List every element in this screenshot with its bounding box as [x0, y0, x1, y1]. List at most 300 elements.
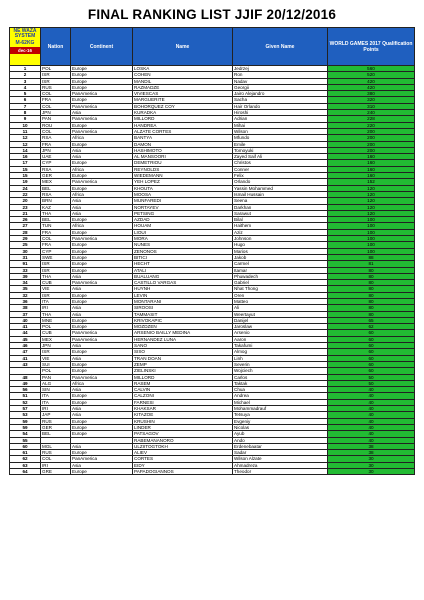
nation-cell: ITA [41, 399, 71, 405]
given-name-cell: Severin [233, 361, 328, 367]
points-cell: 560 [328, 66, 415, 72]
nation-cell: PAN [41, 116, 71, 122]
rank-cell: 12 [10, 141, 41, 147]
nation-cell: SWE [41, 254, 71, 260]
given-name-header: Given Name [233, 28, 328, 66]
given-name-cell: Johnson [233, 236, 328, 242]
rank-cell: 25 [10, 242, 41, 248]
rank-cell: 57 [10, 406, 41, 412]
given-name-cell: Itamar [233, 267, 328, 273]
ranking-rows [10, 66, 415, 475]
continent-cell: Europe [71, 229, 133, 235]
rank-cell: 63 [10, 462, 41, 468]
rank-cell: 15 [10, 166, 41, 172]
nation-cell: VIE [41, 286, 71, 292]
points-cell: 60 [328, 355, 415, 361]
name-cell: HERNANDEZ LUNA [133, 336, 233, 342]
continent-cell: Europe [71, 185, 133, 191]
given-name-cell: Evgeniy [233, 418, 328, 424]
points-cell: 30 [328, 469, 415, 475]
points-cell: 60 [328, 361, 415, 367]
given-name-cell: Jakob [233, 254, 328, 260]
nation-cell: RUS [41, 450, 71, 456]
given-name-cell: Michael [233, 399, 328, 405]
given-name-cell: Zayed Saif Ali [233, 154, 328, 160]
given-name-cell: Nadav [233, 78, 328, 84]
name-cell: PATSAGOV [133, 431, 233, 437]
name-cell: CALZONI [133, 393, 233, 399]
nation-cell: FRA [41, 229, 71, 235]
nation-cell: IRI [41, 406, 71, 412]
continent-cell: Europe [71, 66, 133, 72]
points-cell: 60 [328, 349, 415, 355]
points-cell: 100 [328, 223, 415, 229]
given-name-cell: Carmel [233, 261, 328, 267]
given-name-cell: Seena [233, 198, 328, 204]
points-cell: 40 [328, 418, 415, 424]
continent-header: Continent [71, 28, 133, 66]
points-cell: 65 [328, 317, 415, 323]
given-name-cell: Nhat Thong [233, 286, 328, 292]
rank-cell: 41 [10, 324, 41, 330]
continent-cell: Europe [71, 361, 133, 367]
nation-cell: JPN [41, 110, 71, 116]
nation-cell: FRA [41, 141, 71, 147]
given-name-cell: Chua [233, 387, 328, 393]
rank-cell: 8 [10, 110, 41, 116]
system-header-cell [10, 28, 41, 66]
points-cell: 100 [328, 236, 415, 242]
continent-cell: PanAmerica [71, 456, 133, 462]
points-cell: 40 [328, 424, 415, 430]
nation-cell: SIN [41, 387, 71, 393]
given-name-cell: Ayub [233, 431, 328, 437]
ranking-table [9, 27, 415, 475]
rank-cell: 26 [10, 217, 41, 223]
name-cell: NUNES [133, 242, 233, 248]
given-name-cell: Bilal [233, 217, 328, 223]
given-name-cell: Mihai [233, 122, 328, 128]
given-name-cell: Georgii [233, 84, 328, 90]
nation-cell: IRI [41, 462, 71, 468]
name-cell: CORTES [133, 456, 233, 462]
continent-cell: Asia [71, 286, 133, 292]
name-cell: WIEDEMANN [133, 173, 233, 179]
rank-cell: 52 [10, 399, 41, 405]
name-cell: MOOSA [133, 191, 233, 197]
continent-cell: Asia [71, 198, 133, 204]
name-cell: LINDER [133, 424, 233, 430]
name-cell: KHOUTA [133, 185, 233, 191]
points-cell: 380 [328, 91, 415, 97]
points-cell: 80 [328, 298, 415, 304]
rank-cell: 51 [10, 393, 41, 399]
name-cell: KURADKA [133, 110, 233, 116]
continent-cell: Europe [71, 418, 133, 424]
nation-cell: GER [41, 173, 71, 179]
rank-cell: 64 [10, 469, 41, 475]
points-cell: 81 [328, 261, 415, 267]
rank-cell: 22 [10, 191, 41, 197]
nation-cell: ISR [41, 267, 71, 273]
nation-cell: THA [41, 311, 71, 317]
given-name-cell: Haithem [233, 223, 328, 229]
name-cell: YEH LOPEZ [133, 179, 233, 185]
rank-cell: 32 [10, 292, 41, 298]
name-cell: KRUSHIN [133, 418, 233, 424]
points-cell: 40 [328, 399, 415, 405]
continent-cell: Asia [71, 210, 133, 216]
nation-cell: ISR [41, 78, 71, 84]
continent-cell: Europe [71, 254, 133, 260]
rank-cell: 43 [10, 361, 41, 367]
name-cell: SIROOSI [133, 305, 233, 311]
points-cell: 60 [328, 343, 415, 349]
given-name-cell: Taktak [233, 380, 328, 386]
points-cell: 40 [328, 387, 415, 393]
points-cell: 38 [328, 450, 415, 456]
rank-cell: 61 [10, 450, 41, 456]
points-cell: 80 [328, 286, 415, 292]
name-cell: CASTILLO VARGAS [133, 280, 233, 286]
points-cell: 120 [328, 204, 415, 210]
name-cell: AZDAD [133, 217, 233, 223]
continent-cell: PanAmerica [71, 103, 133, 109]
name-cell: KHAKSAR [133, 406, 233, 412]
continent-cell: Europe [71, 317, 133, 323]
name-cell: BANTYA [133, 135, 233, 141]
rank-cell: 53 [10, 412, 41, 418]
continent-cell: Europe [71, 72, 133, 78]
given-name-cell: Nicolas [233, 424, 328, 430]
points-cell: 200 [328, 147, 415, 153]
given-name-cell: Matteo [233, 298, 328, 304]
nation-cell: ISR [41, 292, 71, 298]
given-name-cell: Orlando [233, 179, 328, 185]
rank-cell: 29 [10, 236, 41, 242]
continent-cell: Europe [71, 450, 133, 456]
points-cell: 80 [328, 311, 415, 317]
name-cell: PAPADOGIANNOS [133, 469, 233, 475]
rank-cell: 60 [10, 443, 41, 449]
name-header: Name [133, 28, 233, 66]
points-cell: 40 [328, 393, 415, 399]
given-name-cell: Linh [233, 355, 328, 361]
name-cell: ZIELINSKI [133, 368, 233, 374]
rank-cell: 6 [10, 97, 41, 103]
name-cell: MILLORD [133, 116, 233, 122]
name-cell: AL MANSOORI [133, 154, 233, 160]
name-cell: DEMETRIOU [133, 160, 233, 166]
nation-cell: JPN [41, 343, 71, 349]
given-name-cell: Sarawut [233, 210, 328, 216]
points-cell: 30 [328, 462, 415, 468]
name-cell: RAZMADZE [133, 84, 233, 90]
name-cell: MOZDZEN [133, 324, 233, 330]
rank-cell: 56 [10, 387, 41, 393]
points-cell: 160 [328, 166, 415, 172]
category-label: M-62KG [10, 41, 40, 48]
continent-cell: Asia [71, 443, 133, 449]
nation-cell: BEL [41, 185, 71, 191]
nation-cell: RSA [41, 135, 71, 141]
points-cell: 160 [328, 160, 415, 166]
rank-cell: 17 [10, 160, 41, 166]
given-name-cell: Darkhan [233, 204, 328, 210]
points-cell: 80 [328, 305, 415, 311]
continent-cell: Europe [71, 368, 133, 374]
points-cell: 80 [328, 273, 415, 279]
nation-cell: KAZ [41, 204, 71, 210]
points-cell: 160 [328, 173, 415, 179]
nation-cell: SUI [41, 361, 71, 367]
nation-cell: COL [41, 456, 71, 462]
name-cell: KITAZOE [133, 412, 233, 418]
rank-cell: 15 [10, 173, 41, 179]
given-name-cell: Mfundo [233, 135, 328, 141]
given-name-cell: Emile [233, 141, 328, 147]
name-cell: BUALUANG [133, 273, 233, 279]
name-cell: HUYNH [133, 286, 233, 292]
points-cell: 80 [328, 267, 415, 273]
given-name-cell: Wojciech [233, 368, 328, 374]
rank-cell: 49 [10, 380, 41, 386]
points-cell: 120 [328, 191, 415, 197]
given-name-cell: Adrian [233, 116, 328, 122]
continent-cell: Europe [71, 393, 133, 399]
continent-cell: Europe [71, 469, 133, 475]
nation-cell: BRN [41, 198, 71, 204]
points-cell: 200 [328, 128, 415, 134]
name-cell: HECHT [133, 261, 233, 267]
name-cell: HANDREA [133, 122, 233, 128]
rank-cell: 24 [10, 185, 41, 191]
name-cell: HASHIMOTO [133, 147, 233, 153]
continent-cell: Africa [71, 191, 133, 197]
continent-cell: Europe [71, 248, 133, 254]
rank-cell: 12 [10, 135, 41, 141]
points-cell: 228 [328, 116, 415, 122]
name-cell: ARSENIO BAILLY MEDINA [133, 330, 233, 336]
points-cell: 100 [328, 248, 415, 254]
continent-cell: PanAmerica [71, 336, 133, 342]
rank-cell: 62 [10, 456, 41, 462]
given-name-cell: Almog [233, 349, 328, 355]
nation-cell: COL [41, 103, 71, 109]
given-name-cell: Erdenebaatar [233, 443, 328, 449]
rank-cell: 1 [10, 66, 41, 72]
given-name-cell: Aziz [233, 229, 328, 235]
continent-cell: PanAmerica [71, 236, 133, 242]
given-name-cell: Hair Orlando [233, 103, 328, 109]
continent-cell: Europe [71, 324, 133, 330]
rank-cell: 40 [10, 317, 41, 323]
nation-cell: ITA [41, 393, 71, 399]
name-cell: NORTAYEV [133, 204, 233, 210]
nation-cell: RUS [41, 84, 71, 90]
given-name-cell: Sacha [233, 97, 328, 103]
rank-cell: 91 [10, 261, 41, 267]
name-cell: COHEN [133, 72, 233, 78]
nation-cell: RSA [41, 166, 71, 172]
points-cell: 200 [328, 141, 415, 147]
rank-cell: 39 [10, 273, 41, 279]
given-name-cell: Takafumi [233, 343, 328, 349]
rank-cell: 30 [10, 248, 41, 254]
continent-cell: PanAmerica [71, 330, 133, 336]
name-cell: RABEMANANORO [133, 437, 233, 443]
rank-cell: 14 [10, 147, 41, 153]
rank-cell: 4 [10, 84, 41, 90]
name-cell: MONTARANI [133, 298, 233, 304]
date-label: dec-16 [10, 47, 40, 54]
given-name-cell: Jaroslaw [233, 324, 328, 330]
rank-cell: 27 [10, 223, 41, 229]
name-cell: BOHORQUEZ COY [133, 103, 233, 109]
name-cell: LEVIN [133, 292, 233, 298]
points-cell: 100 [328, 217, 415, 223]
points-cell: 200 [328, 135, 415, 141]
points-cell: 60 [328, 336, 415, 342]
continent-cell: Europe [71, 424, 133, 430]
rank-cell: 41 [10, 355, 41, 361]
points-cell: 40 [328, 431, 415, 437]
points-cell: 38 [328, 443, 415, 449]
nation-cell: COL [41, 236, 71, 242]
points-cell: 120 [328, 185, 415, 191]
continent-cell: PanAmerica [71, 116, 133, 122]
rank-cell: 5 [10, 91, 41, 97]
points-cell: 100 [328, 229, 415, 235]
continent-cell: Asia [71, 273, 133, 279]
continent-cell: Asia [71, 204, 133, 210]
points-cell: 420 [328, 84, 415, 90]
rank-cell: 59 [10, 418, 41, 424]
continent-cell: Europe [71, 84, 133, 90]
given-name-cell: Arsenio [233, 330, 328, 336]
continent-cell: Africa [71, 380, 133, 386]
given-name-cell: Andrea [233, 393, 328, 399]
rank-cell: 19 [10, 179, 41, 185]
rank-cell: 35 [10, 286, 41, 292]
nation-cell: PAN [41, 374, 71, 380]
continent-cell: Europe [71, 97, 133, 103]
given-name-cell: Felix [233, 173, 328, 179]
nation-cell: RSA [41, 191, 71, 197]
continent-cell: Europe [71, 431, 133, 437]
continent-cell: Europe [71, 298, 133, 304]
table-row [10, 469, 415, 475]
points-cell: 520 [328, 72, 415, 78]
nation-cell: POL [41, 324, 71, 330]
given-name-cell: Tomoyuki [233, 147, 328, 153]
points-cell: 420 [328, 78, 415, 84]
given-name-cell: Christos [233, 160, 328, 166]
continent-cell: Europe [71, 292, 133, 298]
continent-cell: Asia [71, 387, 133, 393]
rank-cell: 38 [10, 305, 41, 311]
continent-cell: PanAmerica [71, 91, 133, 97]
nation-cell: ISR [41, 349, 71, 355]
nation-cell: CYP [41, 248, 71, 254]
rank-cell: 7 [10, 103, 41, 109]
continent-cell: Europe [71, 122, 133, 128]
continent-cell: Europe [71, 267, 133, 273]
name-cell: CALVIN [133, 387, 233, 393]
given-name-cell: Jairo Alejandro [233, 91, 328, 97]
continent-cell: Europe [71, 217, 133, 223]
name-cell: ALIEV [133, 450, 233, 456]
points-cell: 88 [328, 254, 415, 260]
name-cell: HOUAM [133, 223, 233, 229]
rank-cell: 33 [10, 267, 41, 273]
rank-cell: 10 [10, 122, 41, 128]
name-cell: MILLORD [133, 374, 233, 380]
nation-cell: COL [41, 91, 71, 97]
given-name-cell: Tetsuya [233, 412, 328, 418]
given-name-cell: Oren [233, 292, 328, 298]
given-name-cell: Jedrzej [233, 66, 328, 72]
rank-cell: 54 [10, 431, 41, 437]
nation-cell: ISR [41, 261, 71, 267]
nation-cell: UAE [41, 154, 71, 160]
name-cell: ALZATE CORTES [133, 128, 233, 134]
nation-cell: MGL [41, 443, 71, 449]
nation-cell: IRI [41, 305, 71, 311]
continent-cell: Europe [71, 78, 133, 84]
given-name-cell: Hugo [233, 242, 328, 248]
given-name-cell: Theodor [233, 469, 328, 475]
points-cell: 220 [328, 122, 415, 128]
name-cell: LIOUI [133, 229, 233, 235]
continent-cell: Europe [71, 242, 133, 248]
rank-cell: 59 [10, 424, 41, 430]
given-name-cell: Ahmadreza [233, 462, 328, 468]
nation-cell: RUS [41, 418, 71, 424]
rank-cell: 9 [10, 116, 41, 122]
points-cell: 120 [328, 210, 415, 216]
nation-cell: CUB [41, 330, 71, 336]
given-name-cell: Aaron [233, 336, 328, 342]
nation-cell: THA [41, 273, 71, 279]
nation-cell: MEX [41, 179, 71, 185]
system-label: NE WAZA SYSTEM [13, 27, 37, 40]
rank-cell: 45 [10, 336, 41, 342]
name-cell: EIDY [133, 462, 233, 468]
name-cell: BITICI [133, 254, 233, 260]
name-cell: SANO [133, 343, 233, 349]
points-cell: 30 [328, 456, 415, 462]
rank-cell: 3 [10, 78, 41, 84]
nation-cell: JPN [41, 147, 71, 153]
nation-cell: CYP [41, 160, 71, 166]
name-cell: ULZIITOGTOKH [133, 443, 233, 449]
name-cell: KRIVOKAPIC [133, 317, 233, 323]
given-name-cell: Weertayut [233, 311, 328, 317]
nation-cell: GRE [41, 469, 71, 475]
given-name-cell: Ron [233, 72, 328, 78]
points-cell: 100 [328, 242, 415, 248]
nation-cell: POL [41, 66, 71, 72]
rank-cell: 37 [10, 311, 41, 317]
given-name-cell: Phuwadech [233, 273, 328, 279]
points-cell: 40 [328, 412, 415, 418]
points-cell: 240 [328, 110, 415, 116]
continent-cell: PanAmerica [71, 374, 133, 380]
continent-cell: Asia [71, 305, 133, 311]
rank-cell: 21 [10, 210, 41, 216]
points-cell: 310 [328, 103, 415, 109]
